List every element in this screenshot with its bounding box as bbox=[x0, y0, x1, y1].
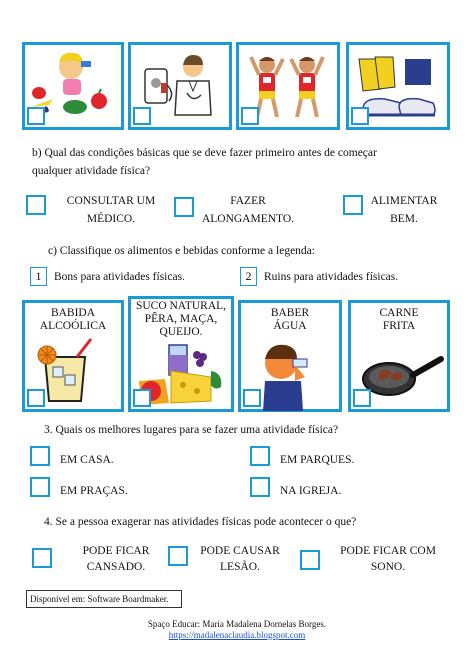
option-label: SONO. bbox=[370, 561, 406, 573]
option-checkbox[interactable] bbox=[30, 446, 50, 466]
question-b-text-cont: qualquer atividade física? bbox=[32, 165, 151, 177]
question-3-text: 3. Quais os melhores lugares para se fazer uma atividade física? bbox=[44, 424, 339, 436]
source-note-box bbox=[26, 590, 182, 608]
card-checkbox[interactable] bbox=[241, 107, 259, 125]
option-label: EM PRAÇAS. bbox=[60, 485, 128, 497]
food-card-label: SUCO NATURAL, PÊRA, MAÇA, QUEIJO. bbox=[135, 300, 227, 338]
option-label: FAZER bbox=[230, 195, 266, 207]
card-stretching bbox=[236, 42, 340, 130]
option-label: PODE FICAR COM bbox=[340, 545, 436, 557]
option-checkbox[interactable] bbox=[168, 546, 188, 566]
option-label: ALONGAMENTO. bbox=[201, 213, 295, 225]
legend-number-box: 2 bbox=[240, 267, 257, 286]
footer-author: Spaço Educar: Maria Madalena Dornelas Borges. bbox=[147, 619, 327, 629]
question-b-text: b) Qual das condições básicas que se deve fazer primeiro antes de começar bbox=[32, 147, 377, 159]
question-4-text: 4. Se a pessoa exagerar nas atividades físicas pode acontecer o que? bbox=[44, 516, 357, 528]
card-checkbox[interactable] bbox=[243, 389, 261, 407]
legend-number-box: 1 bbox=[30, 267, 47, 286]
option-label: BEM. bbox=[390, 213, 418, 225]
food-card-label: BABER ÁGUA bbox=[270, 307, 310, 332]
food-card-juice bbox=[128, 296, 234, 412]
option-checkbox[interactable] bbox=[250, 477, 270, 497]
card-checkbox[interactable] bbox=[353, 389, 371, 407]
option-label: EM CASA. bbox=[60, 454, 114, 466]
option-label: LESÃO. bbox=[220, 561, 260, 573]
legend-text: Bons para atividades físicas. bbox=[54, 271, 185, 283]
card-hydration bbox=[22, 42, 124, 130]
option-label: PODE CAUSAR bbox=[200, 545, 280, 557]
footer-link[interactable]: https://madalenaclaudia.blogspot.com bbox=[168, 630, 306, 640]
card-doctor bbox=[128, 42, 232, 130]
option-label: CONSULTAR UM bbox=[66, 195, 156, 207]
legend-text: Ruins para atividades físicas. bbox=[264, 271, 399, 283]
option-label: EM PARQUES. bbox=[280, 454, 355, 466]
option-checkbox[interactable] bbox=[250, 446, 270, 466]
option-label: MÉDICO. bbox=[86, 213, 136, 225]
option-label: ALIMENTAR bbox=[370, 195, 438, 207]
card-checkbox[interactable] bbox=[27, 107, 45, 125]
option-checkbox[interactable] bbox=[174, 197, 194, 217]
food-card-alcohol bbox=[22, 300, 124, 412]
card-checkbox[interactable] bbox=[351, 107, 369, 125]
option-checkbox[interactable] bbox=[30, 477, 50, 497]
option-checkbox[interactable] bbox=[26, 195, 46, 215]
food-card-water bbox=[238, 300, 342, 412]
source-note-text: Disponível em: Software Boardmaker. bbox=[30, 594, 169, 604]
option-checkbox[interactable] bbox=[300, 550, 320, 570]
card-checkbox[interactable] bbox=[133, 107, 151, 125]
card-sports-clothes bbox=[346, 42, 450, 130]
card-checkbox[interactable] bbox=[27, 389, 45, 407]
option-label: PODE FICAR bbox=[82, 545, 150, 557]
food-card-label: BABIDA ALCOÓLICA bbox=[39, 307, 107, 332]
card-checkbox[interactable] bbox=[133, 389, 151, 407]
question-c-text: c) Classifique os alimentos e bebidas conforme a legenda: bbox=[48, 245, 315, 257]
food-card-fried-meat bbox=[348, 300, 450, 412]
option-label: CANSADO. bbox=[86, 561, 146, 573]
option-checkbox[interactable] bbox=[32, 548, 52, 568]
option-label: NA IGREJA. bbox=[280, 485, 342, 497]
food-card-label: CARNE FRITA bbox=[379, 307, 419, 332]
